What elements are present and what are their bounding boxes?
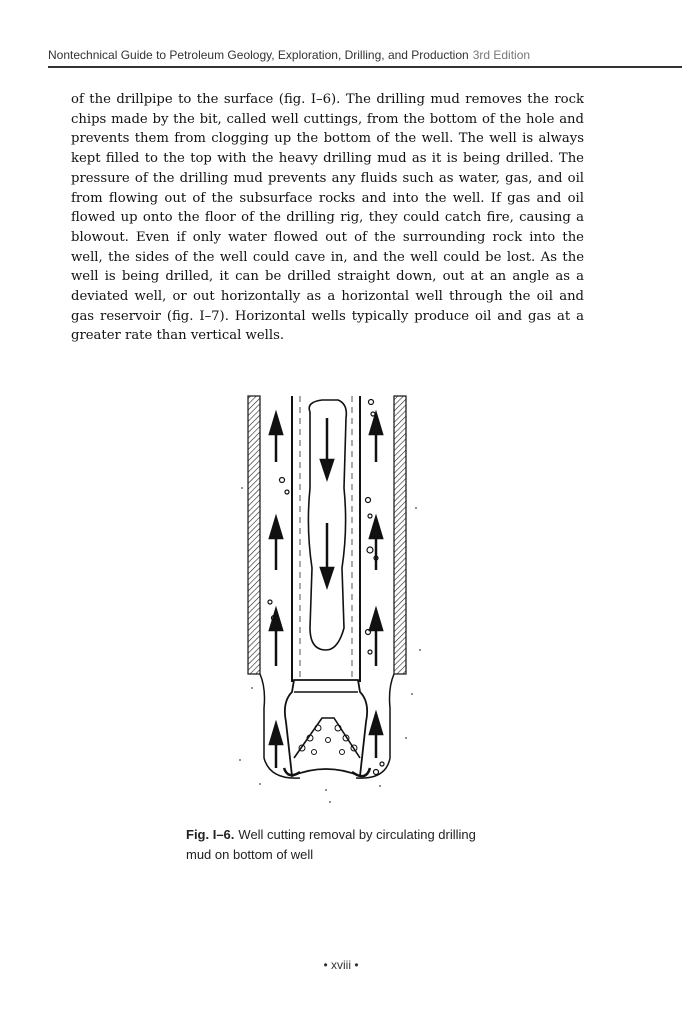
body-paragraph: of the drillpipe to the surface (fig. I–6). The drilling mud removes the rock chips made by the bit, called well cuttings, from the bottom of the hole and prevents them from clogging up the bottom of the well. The well is always kept filled to the top with the heavy drilling mud as it is being drilled. The pressure of the drilling mud prevents any fluids such as water, gas, and oil from flowing out of the subsurface rocks and into the well. If gas and oil flowed up onto the floor of the drilling rig, they could catch fire, causing a blowout. Even if only water flowed out of the surrounding rock into the well, the sides of the well could cave in, and the well could be lost. As the well is being drilled, it can be drilled straight down, out at an angle as a deviated well, or out horizontally as a horizontal well through the oil and gas reservoir (fig. I–7). Horizontal wells typically produce oil and gas at a greater rate than vertical wells. — [71, 92, 584, 344]
drill-bit — [285, 680, 367, 776]
running-header — [48, 48, 682, 62]
right-casing-wall — [394, 396, 406, 674]
edition-label: 3rd Edition — [472, 48, 531, 62]
well-diagram-illustration — [230, 388, 430, 808]
well-cutting-figure — [230, 388, 430, 808]
header-rule — [48, 66, 682, 68]
figure-label: Fig. I–6. — [186, 827, 235, 842]
figure-caption — [186, 825, 486, 865]
left-casing-wall — [248, 396, 260, 674]
book-title: Nontechnical Guide to Petroleum Geology, Exploration, Drilling, and Production — [48, 48, 469, 62]
down-flow-arrows — [321, 418, 333, 586]
page-number: • xviii • — [323, 958, 359, 972]
figure-caption-text: Well cutting removal by circulating drilling mud on bottom of well — [186, 827, 476, 862]
